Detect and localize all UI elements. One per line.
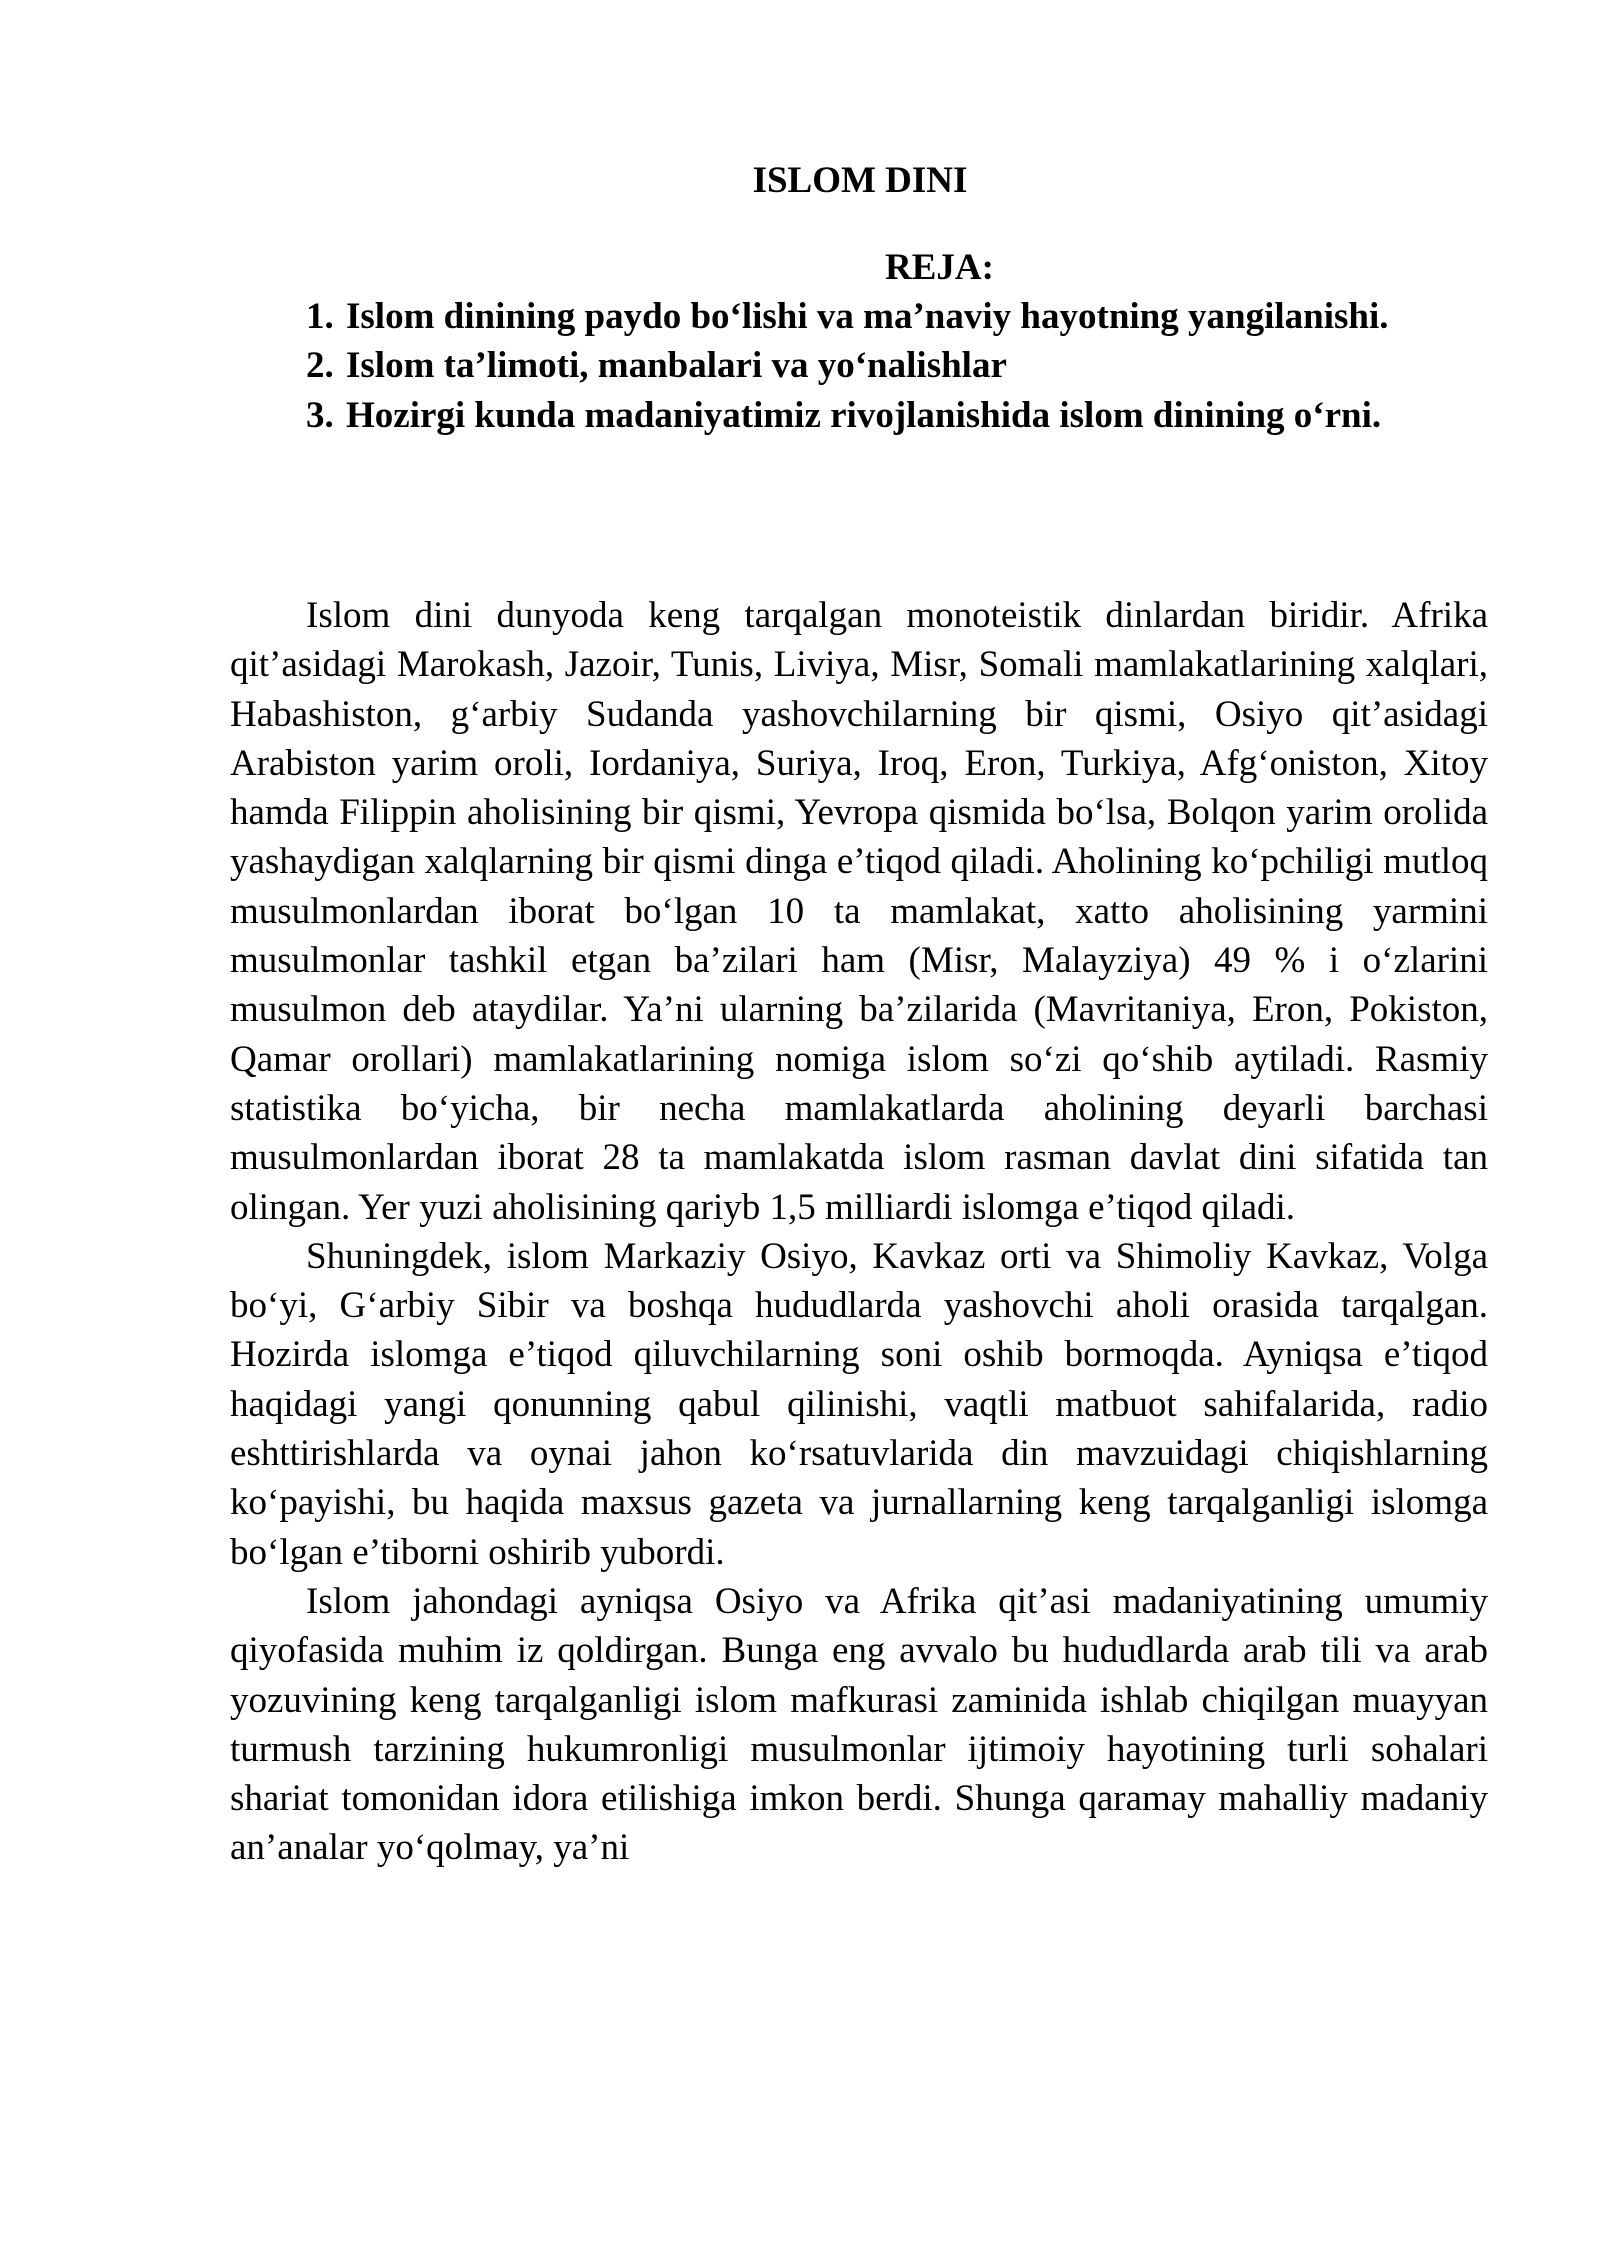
plan-item xyxy=(230,341,1488,390)
plan-item-text: Islom ta’limoti, manbalari va yo‘nalishlar xyxy=(346,345,1007,387)
document-title-text: ISLOM DINI xyxy=(752,160,968,201)
plan-item-text: Hozirgi kunda madaniyatimiz rivojlanishida islom dinining o‘rni. xyxy=(346,394,1382,436)
plan-item xyxy=(230,391,1488,440)
plan-item-number: 2. xyxy=(306,345,334,387)
body-paragraph: Shuningdek, islom Markaziy Osiyo, Kavkaz orti va Shimoliy Kavkaz, Volga bo‘yi, G‘arbiy Sibir va boshqa hududlarda yashovchi aholi orasida tarqalgan. Hozirda islomga e’tiqod qiluvchilarning soni oshib bormoqda. Ayniqsa e’tiqod haqidagi yangi qonunning qabul qilinishi, vaqtli matbuot sahifalarida, radio eshttirishlarda va oynai jahon ko‘rsatuvlarida din mavzuidagi chiqishlarning ko‘payishi, bu haqida maxsus gazeta va jurnallarning keng tarqalganligi islomga bo‘lgan e’tiborni oshirib yubordi. xyxy=(230,1235,1488,1573)
body-paragraph: Islom jahondagi ayniqsa Osiyo va Afrika qit’asi madaniyatining umumiy qiyofasida muhim iz qoldirgan. Bunga eng avvalo bu hududlarda arab tili va arab yozuvining keng tarqalganligi islom mafkurasi zaminida ishlab chiqilgan muayyan turmush tarzining hukumronligi musulmonlar ijtimoiy hayotining turli sohalari shariat tomonidan idora etilishiga imkon berdi. Shunga qaramay mahalliy madaniy an’analar yo‘qolmay, ya’ni xyxy=(230,1580,1488,1869)
plan-item-number: 1. xyxy=(306,296,334,337)
plan-heading xyxy=(0,244,1600,292)
plan-item-number: 3. xyxy=(306,394,334,436)
plan-item-text: Islom dinining paydo bo‘lishi va ma’naviy hayotning yangilanishi. xyxy=(346,296,1389,337)
plan-heading-text: REJA: xyxy=(885,247,994,288)
document-title xyxy=(0,158,1600,204)
document-body xyxy=(230,591,1488,1873)
plan-list xyxy=(230,292,1488,440)
body-paragraph: Islom dini dunyoda keng tarqalgan monoteistik dinlardan biridir. Afrika qit’asidagi Marokash, Jazoir, Tunis, Liviya, Misr, Somali mamlakatlarining xalqlari, Habashiston, g‘arbiy Sudanda yashovchilarning bir qismi, Osiyo qit’asidagi Arabiston yarim oroli, Iordaniya, Suriya, Iroq, Eron, Turkiya, Afg‘oniston, Xitoy hamda Filippin aholisining bir qismi, Yevropa qismida bo‘lsa, Bolqon yarim orolida yashaydigan xalqlarning bir qismi dinga e’tiqod qiladi. Aholining ko‘pchiligi mutloq musulmonlardan iborat bo‘lgan 10 ta mamlakat, xatto aholisining yarmini musulmonlar tashkil etgan ba’zilari ham (Misr, Malayziya) 49 % i o‘zlarini musulmon deb ataydilar. Ya’ni ularning ba’zilarida (Mavritaniya, Eron, Pokiston, Qamar orollari) mamlakatlarining nomiga islom so‘zi qo‘shib aytiladi. Rasmiy statistika bo‘yicha, bir necha mamlakatlarda aholining deyarli barchasi musulmonlardan iborat 28 ta mamlakatda islom rasman davlat dini sifatida tan olingan. Yer yuzi aholisining qariyb 1,5 milliardi islomga e’tiqod qiladi. xyxy=(230,595,1488,1228)
plan-item xyxy=(230,292,1488,341)
